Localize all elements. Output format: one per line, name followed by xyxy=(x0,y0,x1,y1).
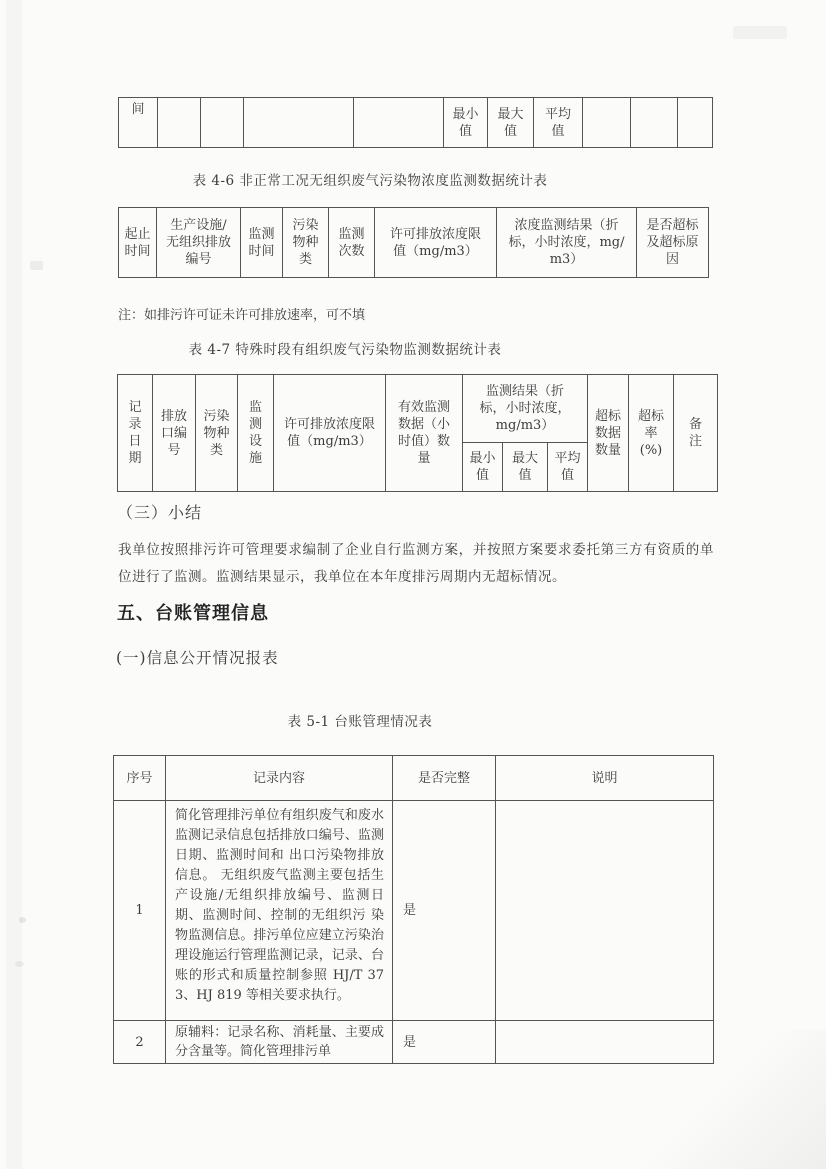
header-exceed-data-count: 超标数据数量 xyxy=(588,375,629,492)
header-remarks: 备注 xyxy=(674,375,718,492)
table-5-1 xyxy=(113,755,714,1064)
header-exceed-rate: 超标率(%) xyxy=(629,375,674,492)
record-content-cell: 原辅料：记录名称、消耗量、主要成分含量等。简化管理排污单 xyxy=(166,1021,393,1064)
header-start-end-time: 起止时间 xyxy=(119,208,157,278)
table-4-7-title: 表 4-7 特殊时段有组织废气污染物监测数据统计表 xyxy=(188,342,502,358)
table-row xyxy=(114,1021,714,1064)
header-is-complete: 是否完整 xyxy=(393,756,496,801)
carryover-cell xyxy=(354,98,444,148)
header-permitted-concentration-limit: 许可排放浓度限值（mg/m3） xyxy=(375,208,497,278)
max-value-header: 最大值 xyxy=(503,443,548,492)
scan-dot-left-2 xyxy=(15,961,24,967)
summary-paragraph: 我单位按照排污许可管理要求编制了企业自行监测方案，并按照方案要求委托第三方有资质的单位进行了监测。监测结果显示，我单位在本年度排污周期内无超标情况。 xyxy=(118,542,714,585)
header-pollutant-type: 污染物种类 xyxy=(283,208,329,278)
header-monitor-count: 监测次数 xyxy=(329,208,375,278)
carryover-cell xyxy=(201,98,244,148)
header-exceedance-reason: 是否超标及超标原因 xyxy=(637,208,709,278)
max-value-header: 最大值 xyxy=(488,98,534,148)
table-4-6-note: 注：如排污许可证未许可排放速率，可不填 xyxy=(118,308,366,323)
carryover-cell xyxy=(678,98,713,148)
table-row xyxy=(114,801,714,1021)
carryover-cell xyxy=(631,98,678,148)
explanation-cell xyxy=(496,1021,714,1064)
header-monitor-result-group: 监测结果（折标，小时浓度，mg/m3） xyxy=(463,375,588,443)
carryover-row xyxy=(119,98,713,148)
table-4-6 xyxy=(118,207,709,278)
header-explanation: 说明 xyxy=(496,756,714,801)
header-outlet-id: 排放口编号 xyxy=(153,375,196,492)
header-record-date: 记录日期 xyxy=(118,375,153,492)
table-4-6-header-row xyxy=(119,208,709,278)
header-valid-data-count: 有效监测数据（小时值）数量 xyxy=(386,375,463,492)
min-value-header: 最小值 xyxy=(463,443,503,492)
scan-smudge-left-margin xyxy=(30,261,43,270)
carryover-cell xyxy=(244,98,354,148)
summary-heading: （三）小结 xyxy=(117,503,203,522)
carryover-table xyxy=(118,97,713,148)
carryover-cell xyxy=(583,98,631,148)
explanation-cell xyxy=(496,801,714,1021)
avg-value-header: 平均值 xyxy=(548,443,588,492)
scan-dot-left-1 xyxy=(19,917,26,923)
header-pollutant-type: 污染物种类 xyxy=(196,375,238,492)
is-complete-cell: 是 xyxy=(393,1021,496,1064)
header-permitted-concentration-limit: 许可排放浓度限值（mg/m3） xyxy=(274,375,386,492)
header-monitor-facility: 监测设施 xyxy=(238,375,274,492)
serial-no-cell: 2 xyxy=(114,1021,166,1064)
is-complete-cell: 是 xyxy=(393,801,496,1021)
table-5-1-header-row xyxy=(114,756,714,801)
carryover-cell xyxy=(158,98,201,148)
table-4-7-header-row-1 xyxy=(118,375,718,443)
header-record-content: 记录内容 xyxy=(166,756,393,801)
header-concentration-result: 浓度监测结果（折标，小时浓度，mg/m3） xyxy=(497,208,637,278)
carryover-cell: 间 xyxy=(119,98,158,148)
table-5-1-title: 表 5-1 台账管理情况表 xyxy=(287,714,433,730)
scan-smudge-top-right xyxy=(733,26,787,39)
header-serial-no: 序号 xyxy=(114,756,166,801)
header-monitor-time: 监测时间 xyxy=(241,208,283,278)
avg-value-header: 平均值 xyxy=(534,98,583,148)
table-4-7 xyxy=(117,374,718,492)
min-value-header: 最小值 xyxy=(444,98,488,148)
serial-no-cell: 1 xyxy=(114,801,166,1021)
record-content-cell: 简化管理排污单位有组织废气和废水监测记录信息包括排放口编号、监测日期、监测时间和 出口污染物排放信息。 无组织废气监测主要包括生产设施/无组织排放编号、监测日期、监测时间、控制的无组织污 染物监测信息。排污单位应建立污染治理设施运行管理监测记录，记录、台账的形式和质量控制参照 HJ/T 373、HJ 819 等相关要求执行。 xyxy=(166,801,393,1021)
section-5-heading: 五、台账管理信息 xyxy=(117,603,269,623)
section-5-subheading: (一)信息公开情况报表 xyxy=(116,649,279,667)
header-facility-fugitive-id: 生产设施/无组织排放编号 xyxy=(157,208,241,278)
table-4-6-title: 表 4-6 非正常工况无组织废气污染物浓度监测数据统计表 xyxy=(192,173,548,189)
